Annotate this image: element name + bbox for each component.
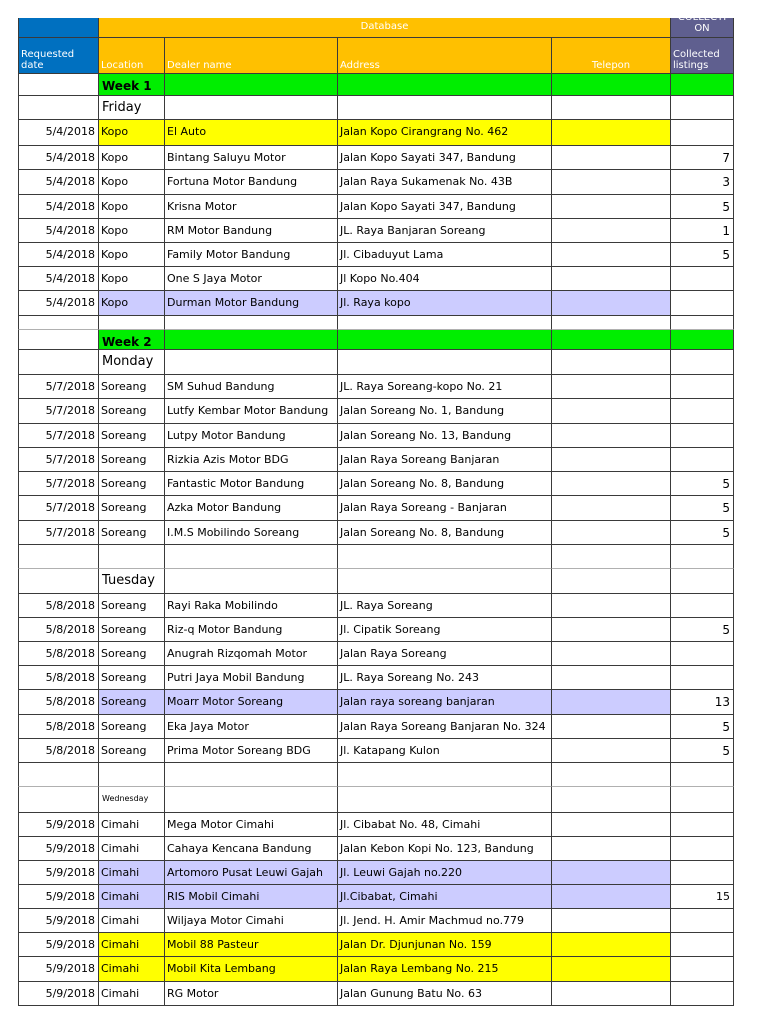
- collected-cell[interactable]: [671, 375, 734, 399]
- dealer-cell[interactable]: Mobil 88 Pasteur: [165, 933, 338, 957]
- telepon-cell[interactable]: [552, 96, 671, 120]
- dealer-cell[interactable]: [165, 350, 338, 375]
- telepon-cell[interactable]: [552, 243, 671, 267]
- date-cell[interactable]: [18, 330, 99, 350]
- table-row: [18, 715, 734, 739]
- telepon-cell[interactable]: [552, 569, 671, 594]
- address-cell[interactable]: Jalan Soreang No. 8, Bandung: [338, 472, 552, 496]
- dealer-cell[interactable]: Fortuna Motor Bandung: [165, 170, 338, 195]
- location-cell[interactable]: Soreang: [99, 739, 165, 763]
- telepon-cell[interactable]: [552, 375, 671, 399]
- dealer-cell[interactable]: RG Motor: [165, 982, 338, 1006]
- dealer-cell[interactable]: [165, 74, 338, 96]
- table-row: [18, 399, 734, 424]
- telepon-cell[interactable]: [552, 496, 671, 521]
- table-row: [18, 521, 734, 545]
- collected-cell[interactable]: [671, 74, 734, 96]
- collected-cell[interactable]: [671, 350, 734, 375]
- table-row: [18, 739, 734, 763]
- column-header-location[interactable]: [99, 38, 165, 74]
- telepon-cell[interactable]: [552, 399, 671, 424]
- location-cell[interactable]: Soreang: [99, 594, 165, 618]
- collected-cell[interactable]: [671, 787, 734, 813]
- table-row: [18, 666, 734, 690]
- telepon-cell[interactable]: [552, 146, 671, 170]
- location-cell[interactable]: Kopo: [99, 195, 165, 219]
- address-cell[interactable]: Jalan Soreang No. 1, Bandung: [338, 399, 552, 424]
- location-cell[interactable]: Soreang: [99, 618, 165, 642]
- date-cell[interactable]: 5/7/2018: [18, 399, 99, 424]
- telepon-cell[interactable]: [552, 424, 671, 448]
- header-row-columns: [18, 38, 734, 74]
- collected-cell[interactable]: 5: [671, 472, 734, 496]
- address-cell[interactable]: Jalan Kopo Cirangrang No. 462: [338, 120, 552, 146]
- location-cell[interactable]: Kopo: [99, 170, 165, 195]
- location-cell[interactable]: Cimahi: [99, 837, 165, 861]
- dealer-cell[interactable]: Krisna Motor: [165, 195, 338, 219]
- table-row: [18, 375, 734, 399]
- collected-cell[interactable]: [671, 267, 734, 291]
- collected-cell[interactable]: [671, 982, 734, 1006]
- collected-cell[interactable]: [671, 399, 734, 424]
- address-cell[interactable]: Jl. Leuwi Gajah no.220: [338, 861, 552, 885]
- collected-cell[interactable]: [671, 642, 734, 666]
- dealer-cell[interactable]: El Auto: [165, 120, 338, 146]
- telepon-cell[interactable]: [552, 120, 671, 146]
- date-cell[interactable]: 5/7/2018: [18, 424, 99, 448]
- date-cell[interactable]: [18, 350, 99, 375]
- location-cell[interactable]: Cimahi: [99, 909, 165, 933]
- dealer-cell[interactable]: Rizkia Azis Motor BDG: [165, 448, 338, 472]
- address-cell[interactable]: [338, 350, 552, 375]
- table-row: [18, 170, 734, 195]
- date-cell[interactable]: 5/9/2018: [18, 837, 99, 861]
- telepon-cell[interactable]: [552, 957, 671, 982]
- dealer-cell[interactable]: [165, 787, 338, 813]
- telepon-cell[interactable]: [552, 545, 671, 569]
- dealer-cell[interactable]: Cahaya Kencana Bandung: [165, 837, 338, 861]
- dealer-cell[interactable]: [165, 569, 338, 594]
- collected-cell[interactable]: 5: [671, 521, 734, 545]
- day-row: [18, 350, 734, 375]
- address-cell[interactable]: Jalan Soreang No. 13, Bandung: [338, 424, 552, 448]
- date-cell[interactable]: 5/8/2018: [18, 594, 99, 618]
- address-cell[interactable]: Jl Kopo No.404: [338, 267, 552, 291]
- telepon-cell[interactable]: [552, 521, 671, 545]
- address-cell[interactable]: [338, 316, 552, 330]
- address-cell[interactable]: [338, 96, 552, 120]
- location-cell[interactable]: Friday: [99, 96, 165, 120]
- address-cell[interactable]: Jalan Kopo Sayati 347, Bandung: [338, 146, 552, 170]
- dealer-cell[interactable]: SM Suhud Bandung: [165, 375, 338, 399]
- column-header-date[interactable]: [18, 38, 99, 74]
- date-cell[interactable]: [18, 569, 99, 594]
- table-row: [18, 146, 734, 170]
- collected-cell[interactable]: [671, 316, 734, 330]
- location-cell[interactable]: Cimahi: [99, 861, 165, 885]
- table-row: [18, 267, 734, 291]
- telepon-cell[interactable]: [552, 666, 671, 690]
- location-cell[interactable]: Cimahi: [99, 933, 165, 957]
- date-cell[interactable]: [18, 316, 99, 330]
- dealer-cell[interactable]: RIS Mobil Cimahi: [165, 885, 338, 909]
- collected-cell[interactable]: 5: [671, 496, 734, 521]
- location-cell[interactable]: Tuesday: [99, 569, 165, 594]
- telepon-cell[interactable]: [552, 763, 671, 787]
- collected-cell[interactable]: [671, 837, 734, 861]
- dealer-cell[interactable]: Mobil Kita Lembang: [165, 957, 338, 982]
- dealer-cell[interactable]: I.M.S Mobilindo Soreang: [165, 521, 338, 545]
- dealer-cell[interactable]: Bintang Saluyu Motor: [165, 146, 338, 170]
- dealer-cell[interactable]: Family Motor Bandung: [165, 243, 338, 267]
- location-cell[interactable]: Monday: [99, 350, 165, 375]
- dealer-cell[interactable]: RM Motor Bandung: [165, 219, 338, 243]
- collected-cell[interactable]: [671, 957, 734, 982]
- address-cell[interactable]: Jl. Jend. H. Amir Machmud no.779: [338, 909, 552, 933]
- address-cell[interactable]: [338, 330, 552, 350]
- dealer-cell[interactable]: Durman Motor Bandung: [165, 291, 338, 316]
- address-cell[interactable]: Jl. Cibaduyut Lama: [338, 243, 552, 267]
- table-row: [18, 496, 734, 521]
- collected-cell[interactable]: [671, 545, 734, 569]
- location-cell[interactable]: Cimahi: [99, 813, 165, 837]
- dealer-cell[interactable]: [165, 316, 338, 330]
- table-row: [18, 120, 734, 146]
- address-cell[interactable]: Jalan Raya Soreang: [338, 642, 552, 666]
- date-cell[interactable]: 5/8/2018: [18, 642, 99, 666]
- date-cell[interactable]: 5/4/2018: [18, 243, 99, 267]
- header-database: [99, 18, 671, 38]
- date-cell[interactable]: 5/7/2018: [18, 448, 99, 472]
- dealer-cell[interactable]: Mega Motor Cimahi: [165, 813, 338, 837]
- address-cell[interactable]: JL. Raya Soreang: [338, 594, 552, 618]
- table-row: [18, 690, 734, 715]
- location-cell[interactable]: Week 2: [99, 330, 165, 350]
- address-cell[interactable]: Jalan Raya Lembang No. 215: [338, 957, 552, 982]
- collected-cell[interactable]: 15: [671, 885, 734, 909]
- date-cell[interactable]: 5/8/2018: [18, 666, 99, 690]
- collected-cell[interactable]: 3: [671, 170, 734, 195]
- dealer-cell[interactable]: Fantastic Motor Bandung: [165, 472, 338, 496]
- date-cell[interactable]: [18, 545, 99, 569]
- week-row: [18, 74, 734, 96]
- telepon-cell[interactable]: [552, 933, 671, 957]
- location-cell[interactable]: Kopo: [99, 120, 165, 146]
- location-cell[interactable]: Soreang: [99, 424, 165, 448]
- collected-cell[interactable]: 13: [671, 690, 734, 715]
- telepon-cell[interactable]: [552, 472, 671, 496]
- address-cell[interactable]: Jl.Cibabat, Cimahi: [338, 885, 552, 909]
- date-cell[interactable]: 5/7/2018: [18, 375, 99, 399]
- telepon-cell[interactable]: [552, 690, 671, 715]
- location-cell[interactable]: Kopo: [99, 291, 165, 316]
- collected-cell[interactable]: 5: [671, 618, 734, 642]
- address-cell[interactable]: Jalan Soreang No. 8, Bandung: [338, 521, 552, 545]
- address-cell[interactable]: Jalan Raya Soreang Banjaran No. 324: [338, 715, 552, 739]
- location-cell[interactable]: [99, 545, 165, 569]
- location-cell[interactable]: Soreang: [99, 448, 165, 472]
- day-row: [18, 96, 734, 120]
- collected-cell[interactable]: 1: [671, 219, 734, 243]
- dealer-cell[interactable]: Wiljaya Motor Cimahi: [165, 909, 338, 933]
- location-cell[interactable]: Soreang: [99, 521, 165, 545]
- collected-cell[interactable]: 5: [671, 195, 734, 219]
- table-row: [18, 933, 734, 957]
- location-cell[interactable]: [99, 763, 165, 787]
- column-header-telepon-label: Telepon: [591, 60, 631, 71]
- collected-cell[interactable]: [671, 861, 734, 885]
- table-row: [18, 424, 734, 448]
- dealer-cell[interactable]: [165, 330, 338, 350]
- address-cell[interactable]: Jalan raya soreang banjaran: [338, 690, 552, 715]
- dealer-cell[interactable]: Rayi Raka Mobilindo: [165, 594, 338, 618]
- address-cell[interactable]: JL. Raya Soreang-kopo No. 21: [338, 375, 552, 399]
- dealer-cell[interactable]: Moarr Motor Soreang: [165, 690, 338, 715]
- telepon-cell[interactable]: [552, 316, 671, 330]
- date-cell[interactable]: 5/8/2018: [18, 690, 99, 715]
- date-cell[interactable]: 5/9/2018: [18, 885, 99, 909]
- telepon-cell[interactable]: [552, 594, 671, 618]
- collected-cell[interactable]: [671, 933, 734, 957]
- telepon-cell[interactable]: [552, 170, 671, 195]
- date-cell[interactable]: [18, 763, 99, 787]
- header-blank-date: [18, 18, 99, 38]
- dealer-cell[interactable]: Riz-q Motor Bandung: [165, 618, 338, 642]
- table-row: [18, 448, 734, 472]
- address-cell[interactable]: Jalan Raya Soreang - Banjaran: [338, 496, 552, 521]
- spacer-row: [18, 763, 734, 787]
- dealer-cell[interactable]: Eka Jaya Motor: [165, 715, 338, 739]
- table-row: [18, 982, 734, 1006]
- address-cell[interactable]: Jalan Gunung Batu No. 63: [338, 982, 552, 1006]
- table-row: [18, 837, 734, 861]
- day-row: [18, 569, 734, 594]
- telepon-cell[interactable]: [552, 787, 671, 813]
- collected-cell[interactable]: 7: [671, 146, 734, 170]
- address-cell[interactable]: [338, 569, 552, 594]
- telepon-cell[interactable]: [552, 219, 671, 243]
- date-cell[interactable]: [18, 787, 99, 813]
- location-cell[interactable]: Soreang: [99, 496, 165, 521]
- table-row: [18, 243, 734, 267]
- header-database-label: Database: [360, 21, 409, 32]
- dealer-cell[interactable]: Lutpy Motor Bandung: [165, 424, 338, 448]
- date-cell[interactable]: 5/7/2018: [18, 496, 99, 521]
- dealer-cell[interactable]: Putri Jaya Mobil Bandung: [165, 666, 338, 690]
- address-cell[interactable]: JL. Raya Banjaran Soreang: [338, 219, 552, 243]
- column-header-location-label: Location: [101, 60, 144, 71]
- collected-cell[interactable]: [671, 96, 734, 120]
- telepon-cell[interactable]: [552, 267, 671, 291]
- collected-cell[interactable]: [671, 569, 734, 594]
- dealer-cell[interactable]: One S Jaya Motor: [165, 267, 338, 291]
- telepon-cell[interactable]: [552, 618, 671, 642]
- collected-cell[interactable]: [671, 666, 734, 690]
- address-cell[interactable]: [338, 763, 552, 787]
- location-cell[interactable]: Week 1: [99, 74, 165, 96]
- column-header-address-label: Address: [340, 60, 380, 71]
- table-row: [18, 195, 734, 219]
- location-cell[interactable]: Cimahi: [99, 885, 165, 909]
- telepon-cell[interactable]: [552, 291, 671, 316]
- table-row: [18, 957, 734, 982]
- collected-cell[interactable]: 5: [671, 243, 734, 267]
- collected-cell[interactable]: [671, 424, 734, 448]
- telepon-cell[interactable]: [552, 885, 671, 909]
- date-cell[interactable]: [18, 96, 99, 120]
- spacer-row: [18, 545, 734, 569]
- dealer-cell[interactable]: Artomoro Pusat Leuwi Gajah: [165, 861, 338, 885]
- location-cell[interactable]: Kopo: [99, 146, 165, 170]
- collected-cell[interactable]: 5: [671, 715, 734, 739]
- telepon-cell[interactable]: [552, 74, 671, 96]
- address-cell[interactable]: [338, 74, 552, 96]
- telepon-cell[interactable]: [552, 837, 671, 861]
- date-cell[interactable]: 5/8/2018: [18, 618, 99, 642]
- address-cell[interactable]: JL. Raya Soreang No. 243: [338, 666, 552, 690]
- dealer-cell[interactable]: Anugrah Rizqomah Motor: [165, 642, 338, 666]
- date-cell[interactable]: 5/8/2018: [18, 715, 99, 739]
- date-cell[interactable]: 5/9/2018: [18, 909, 99, 933]
- telepon-cell[interactable]: [552, 715, 671, 739]
- location-cell[interactable]: Kopo: [99, 243, 165, 267]
- date-cell[interactable]: 5/9/2018: [18, 813, 99, 837]
- address-cell[interactable]: Jalan Dr. Djunjunan No. 159: [338, 933, 552, 957]
- collected-cell[interactable]: [671, 291, 734, 316]
- table-row: [18, 885, 734, 909]
- dealer-cell[interactable]: Prima Motor Soreang BDG: [165, 739, 338, 763]
- address-cell[interactable]: Jalan Raya Soreang Banjaran: [338, 448, 552, 472]
- location-cell[interactable]: Soreang: [99, 690, 165, 715]
- day-row: [18, 787, 734, 813]
- column-header-address[interactable]: [338, 38, 552, 74]
- collected-cell[interactable]: 5: [671, 739, 734, 763]
- column-header-collected-label: Collected listings: [673, 49, 720, 71]
- header-row-top: [18, 12, 734, 38]
- dealer-cell[interactable]: [165, 96, 338, 120]
- table-row: [18, 813, 734, 837]
- column-header-dealer-label: Dealer name: [167, 60, 232, 71]
- header-collection: [671, 12, 734, 38]
- telepon-cell[interactable]: [552, 861, 671, 885]
- collected-cell[interactable]: [671, 120, 734, 146]
- date-cell[interactable]: [18, 74, 99, 96]
- dealer-cell[interactable]: Azka Motor Bandung: [165, 496, 338, 521]
- collected-cell[interactable]: [671, 448, 734, 472]
- telepon-cell[interactable]: [552, 982, 671, 1006]
- column-header-telepon[interactable]: [552, 38, 671, 74]
- location-cell[interactable]: Soreang: [99, 666, 165, 690]
- table-row: [18, 642, 734, 666]
- date-cell[interactable]: 5/9/2018: [18, 957, 99, 982]
- location-cell[interactable]: Cimahi: [99, 982, 165, 1006]
- date-cell[interactable]: 5/7/2018: [18, 521, 99, 545]
- location-cell[interactable]: Soreang: [99, 642, 165, 666]
- date-cell[interactable]: 5/4/2018: [18, 195, 99, 219]
- address-cell[interactable]: Jl. Cipatik Soreang: [338, 618, 552, 642]
- collected-cell[interactable]: [671, 909, 734, 933]
- date-cell[interactable]: 5/4/2018: [18, 120, 99, 146]
- location-cell[interactable]: [99, 316, 165, 330]
- address-cell[interactable]: Jalan Kopo Sayati 347, Bandung: [338, 195, 552, 219]
- collected-cell[interactable]: [671, 813, 734, 837]
- collected-cell[interactable]: [671, 763, 734, 787]
- collected-cell[interactable]: [671, 594, 734, 618]
- date-cell[interactable]: 5/4/2018: [18, 219, 99, 243]
- date-cell[interactable]: 5/7/2018: [18, 472, 99, 496]
- date-cell[interactable]: 5/4/2018: [18, 267, 99, 291]
- telepon-cell[interactable]: [552, 448, 671, 472]
- telepon-cell[interactable]: [552, 642, 671, 666]
- address-cell[interactable]: Jl. Raya kopo: [338, 291, 552, 316]
- date-cell[interactable]: 5/4/2018: [18, 291, 99, 316]
- date-cell[interactable]: 5/8/2018: [18, 739, 99, 763]
- address-cell[interactable]: Jl. Katapang Kulon: [338, 739, 552, 763]
- location-cell[interactable]: Cimahi: [99, 957, 165, 982]
- location-cell[interactable]: Soreang: [99, 472, 165, 496]
- date-cell[interactable]: 5/9/2018: [18, 933, 99, 957]
- location-cell[interactable]: Kopo: [99, 219, 165, 243]
- table-row: [18, 219, 734, 243]
- table-row: [18, 909, 734, 933]
- location-cell[interactable]: Soreang: [99, 715, 165, 739]
- week-row: [18, 330, 734, 350]
- collected-cell[interactable]: [671, 330, 734, 350]
- date-cell[interactable]: 5/9/2018: [18, 861, 99, 885]
- table-row: [18, 861, 734, 885]
- dealer-cell[interactable]: [165, 763, 338, 787]
- column-header-date-label: Requested date: [21, 49, 75, 71]
- telepon-cell[interactable]: [552, 909, 671, 933]
- telepon-cell[interactable]: [552, 330, 671, 350]
- date-cell[interactable]: 5/9/2018: [18, 982, 99, 1006]
- telepon-cell[interactable]: [552, 739, 671, 763]
- address-cell[interactable]: Jalan Kebon Kopi No. 123, Bandung: [338, 837, 552, 861]
- dealer-cell[interactable]: [165, 545, 338, 569]
- column-header-dealer[interactable]: [165, 38, 338, 74]
- table-row: [18, 472, 734, 496]
- table-row: [18, 618, 734, 642]
- telepon-cell[interactable]: [552, 350, 671, 375]
- address-cell[interactable]: Jl. Cibabat No. 48, Cimahi: [338, 813, 552, 837]
- location-cell[interactable]: Soreang: [99, 375, 165, 399]
- location-cell[interactable]: Wednesday: [99, 787, 165, 813]
- date-cell[interactable]: 5/4/2018: [18, 146, 99, 170]
- dealer-cell[interactable]: Lutfy Kembar Motor Bandung: [165, 399, 338, 424]
- header-collection-label: COLLECTI ON: [677, 12, 727, 34]
- table-row: [18, 594, 734, 618]
- address-cell[interactable]: [338, 545, 552, 569]
- date-cell[interactable]: 5/4/2018: [18, 170, 99, 195]
- table-row: [18, 291, 734, 316]
- address-cell[interactable]: [338, 787, 552, 813]
- address-cell[interactable]: Jalan Raya Sukamenak No. 43B: [338, 170, 552, 195]
- spacer-row: [18, 316, 734, 330]
- location-cell[interactable]: Kopo: [99, 267, 165, 291]
- telepon-cell[interactable]: [552, 195, 671, 219]
- column-header-collected[interactable]: [671, 38, 734, 74]
- telepon-cell[interactable]: [552, 813, 671, 837]
- location-cell[interactable]: Soreang: [99, 399, 165, 424]
